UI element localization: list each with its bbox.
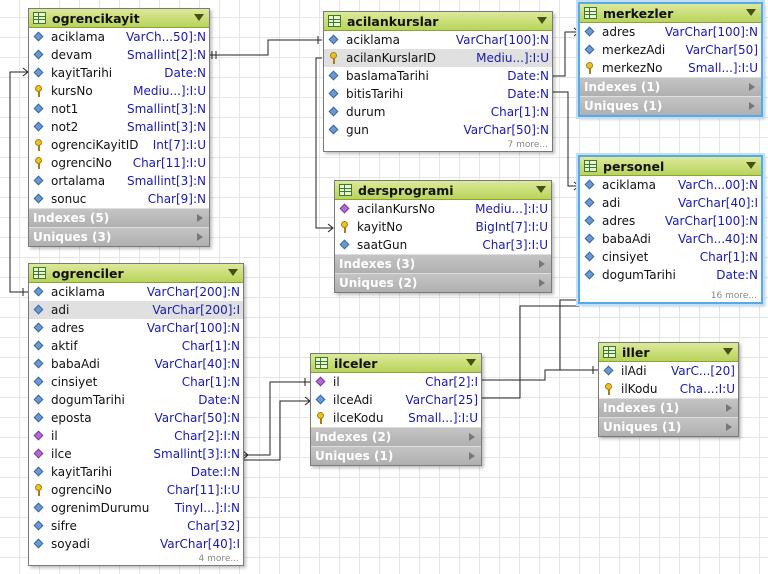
table-header[interactable] [324, 12, 552, 31]
chevron-right-icon [726, 404, 732, 412]
chevron-down-icon[interactable] [194, 14, 204, 21]
column-icon [33, 49, 45, 61]
column-type: Char[11]:I:U [132, 156, 206, 170]
column-type: Char[32] [187, 519, 240, 533]
column-row[interactable] [29, 355, 243, 373]
column-icon [584, 26, 596, 38]
column-type: VarChar[100]:N [664, 214, 758, 228]
table-header[interactable] [29, 264, 243, 283]
column-list [580, 23, 761, 77]
table-icon [603, 346, 616, 358]
foreign-key-icon [339, 203, 351, 215]
column-name: ogrenciKayitID [51, 138, 139, 152]
column-type: Small...]:I:U [688, 61, 758, 75]
column-icon [33, 121, 45, 133]
column-type: VarChar[200]:N [146, 285, 240, 299]
uniques-section[interactable] [599, 417, 738, 436]
table-merkezler[interactable] [578, 2, 763, 117]
uniques-section[interactable] [29, 227, 209, 246]
column-type: Date:N [507, 87, 549, 101]
column-type: Mediu...]:I:U [476, 51, 549, 65]
column-icon [33, 31, 45, 43]
column-icon [584, 251, 596, 263]
primary-key-icon [315, 412, 327, 424]
column-type: Char[2]:I [425, 375, 478, 389]
column-type: VarChar[50]:N [154, 411, 240, 425]
column-row[interactable] [580, 23, 761, 41]
column-name: ilAdi [621, 364, 647, 378]
column-row[interactable] [29, 28, 209, 46]
chevron-down-icon[interactable] [466, 359, 476, 366]
column-row[interactable] [324, 49, 552, 67]
column-row[interactable] [29, 463, 243, 481]
indexes-section[interactable] [311, 427, 481, 446]
column-name: kayitNo [357, 220, 403, 234]
column-row[interactable] [324, 103, 552, 121]
table-title: ogrenciler [52, 265, 124, 281]
column-name: ilceAdi [333, 393, 373, 407]
primary-key-icon [584, 62, 596, 74]
column-icon [584, 197, 596, 209]
indexes-label: Indexes (1) [603, 401, 680, 415]
foreign-key-icon [315, 376, 327, 388]
table-ogrenciler[interactable] [28, 263, 244, 566]
column-name: aciklama [51, 285, 105, 299]
column-type: VarC...[20] [670, 364, 735, 378]
column-row[interactable] [29, 499, 243, 517]
column-type: Date:N [507, 69, 549, 83]
column-row[interactable] [580, 248, 761, 266]
primary-key-icon [339, 221, 351, 233]
uniques-label: Uniques (3) [33, 230, 112, 244]
column-icon [33, 286, 45, 298]
column-icon [33, 466, 45, 478]
column-row[interactable] [29, 391, 243, 409]
table-header[interactable] [29, 9, 209, 28]
column-icon [33, 520, 45, 532]
column-row[interactable] [580, 41, 761, 59]
column-type: Mediu...]:I:U [475, 202, 548, 216]
table-header[interactable] [580, 4, 761, 23]
column-icon [328, 34, 340, 46]
table-iller[interactable] [598, 342, 739, 437]
primary-key-icon [33, 157, 45, 169]
column-name: adi [51, 303, 70, 317]
table-icon [584, 160, 597, 172]
column-type: Smallint[3]:I:N [153, 447, 240, 461]
indexes-label: Indexes (2) [315, 430, 392, 444]
column-icon [33, 322, 45, 334]
column-name: acilanKursNo [357, 202, 435, 216]
uniques-label: Uniques (1) [603, 420, 682, 434]
column-icon [33, 412, 45, 424]
column-row[interactable] [580, 59, 761, 77]
chevron-down-icon[interactable] [746, 162, 756, 169]
chevron-down-icon[interactable] [536, 186, 546, 193]
column-icon [33, 538, 45, 550]
column-list [311, 373, 481, 427]
column-type: VarChar[40]:N [154, 357, 240, 371]
column-name: il [51, 429, 58, 443]
table-ogrencikayit[interactable] [28, 8, 210, 247]
column-row[interactable] [29, 337, 243, 355]
column-name: eposta [51, 411, 92, 425]
indexes-section[interactable] [580, 77, 761, 96]
table-header[interactable] [311, 354, 481, 373]
column-name: ogrenciNo [51, 483, 112, 497]
column-icon [33, 358, 45, 370]
column-type: Date:I:N [190, 465, 240, 479]
table-personel[interactable] [578, 155, 763, 304]
table-header[interactable] [335, 181, 551, 200]
column-type: VarChar[200]:I [152, 303, 240, 317]
uniques-label: Uniques (1) [315, 449, 394, 463]
column-icon [328, 70, 340, 82]
column-type: Smallint[3]:N [127, 102, 206, 116]
primary-key-icon [33, 85, 45, 97]
column-row[interactable] [335, 200, 551, 218]
column-icon [33, 193, 45, 205]
chevron-right-icon [749, 102, 755, 110]
column-name: ogrenimDurumu [51, 501, 150, 515]
uniques-section[interactable] [335, 273, 551, 292]
column-row[interactable] [580, 266, 761, 284]
table-title: dersprogrami [358, 182, 454, 198]
column-name: merkezAdi [602, 43, 666, 57]
column-name: il [333, 375, 340, 389]
column-type: Char[1]:N [181, 375, 240, 389]
column-row[interactable] [29, 427, 243, 445]
column-icon [603, 365, 615, 377]
column-name: ogrenciNo [51, 156, 112, 170]
chevron-right-icon [539, 279, 545, 287]
column-row[interactable] [29, 118, 209, 136]
chevron-down-icon[interactable] [537, 17, 547, 24]
column-name: adres [51, 321, 85, 335]
column-row[interactable] [29, 154, 209, 172]
relation-ogrenciler-ilceler [243, 382, 310, 455]
primary-key-icon [328, 52, 340, 64]
table-title: merkezler [603, 5, 674, 21]
column-type: Mediu...]:I:U [133, 84, 206, 98]
column-icon [315, 394, 327, 406]
primary-key-icon [33, 139, 45, 151]
column-row[interactable] [29, 172, 209, 190]
column-type: VarCh...00]:N [678, 178, 758, 192]
column-name: sifre [51, 519, 77, 533]
column-type: VarChar[40]:I [159, 537, 240, 551]
column-row[interactable] [29, 301, 243, 319]
column-type: Char[11]:I:U [166, 483, 240, 497]
column-row[interactable] [29, 64, 209, 82]
column-name: gun [346, 123, 369, 137]
column-icon [584, 215, 596, 227]
column-icon [584, 179, 596, 191]
column-name: not1 [51, 102, 79, 116]
column-type: VarChar[50] [685, 43, 758, 57]
column-icon [33, 304, 45, 316]
relation-personel-iller [560, 300, 598, 370]
column-icon [33, 340, 45, 352]
column-row[interactable] [599, 380, 738, 398]
column-type: VarChar[100]:N [455, 33, 549, 47]
column-name: ilce [51, 447, 72, 461]
column-type: Char[1]:N [181, 339, 240, 353]
table-title: acilankurslar [347, 13, 439, 29]
relation-acilankurslar-personel [552, 92, 579, 186]
primary-key-icon [33, 484, 45, 496]
table-title: ogrencikayit [52, 10, 140, 26]
uniques-section[interactable] [580, 96, 761, 115]
relation-ilceler-iller [480, 370, 598, 380]
more-columns-link[interactable]: 7 more... [507, 140, 548, 150]
column-row[interactable] [324, 31, 552, 49]
column-type: Char[9]:N [147, 192, 206, 206]
column-icon [328, 88, 340, 100]
indexes-section[interactable] [335, 254, 551, 273]
column-name: aciklama [51, 30, 105, 44]
table-title: personel [603, 158, 665, 174]
column-type: Smallint[2]:N [127, 48, 206, 62]
table-acilankurslar[interactable] [323, 11, 553, 152]
column-name: acilanKurslarID [346, 51, 437, 65]
column-row[interactable] [29, 373, 243, 391]
column-name: cinsiyet [51, 375, 98, 389]
column-type: VarChar[100]:N [664, 25, 758, 39]
uniques-label: Uniques (1) [584, 99, 663, 113]
column-name: ilceKodu [333, 411, 384, 425]
column-row[interactable] [29, 136, 209, 154]
more-columns-link[interactable]: 4 more... [198, 554, 239, 564]
column-type: VarChar[25] [405, 393, 478, 407]
column-row[interactable] [29, 283, 243, 301]
column-icon [584, 269, 596, 281]
column-name: aciklama [346, 33, 400, 47]
column-list [580, 176, 761, 284]
column-type: Char[1]:N [699, 250, 758, 264]
column-name: babaAdi [51, 357, 100, 371]
column-name: ilKodu [621, 382, 658, 396]
indexes-section[interactable] [599, 398, 738, 417]
chevron-right-icon [749, 83, 755, 91]
indexes-label: Indexes (3) [339, 257, 416, 271]
chevron-right-icon [726, 423, 732, 431]
column-row[interactable] [311, 409, 481, 427]
column-type: Date:N [716, 268, 758, 282]
column-row[interactable] [599, 362, 738, 380]
column-type: Cha...:I:U [679, 382, 735, 396]
column-row[interactable] [580, 230, 761, 248]
uniques-label: Uniques (2) [339, 276, 418, 290]
column-icon [328, 106, 340, 118]
column-name: dogumTarihi [602, 268, 676, 282]
column-type: Int[7]:I:U [152, 138, 206, 152]
chevron-down-icon[interactable] [746, 9, 756, 16]
column-row[interactable] [324, 121, 552, 139]
table-title: iller [622, 344, 650, 360]
column-row[interactable] [580, 194, 761, 212]
column-list [324, 31, 552, 139]
column-type: VarCh...40]:N [678, 232, 758, 246]
column-row[interactable] [29, 409, 243, 427]
column-name: aktif [51, 339, 78, 353]
column-name: saatGun [357, 238, 408, 252]
column-type: Smallint[3]:N [127, 120, 206, 134]
column-icon [33, 103, 45, 115]
column-name: soyadi [51, 537, 90, 551]
uniques-section[interactable] [311, 446, 481, 465]
column-type: VarChar[100]:N [146, 321, 240, 335]
column-row[interactable] [311, 391, 481, 409]
column-type: BigInt[7]:I:U [475, 220, 548, 234]
column-list [29, 283, 243, 553]
column-name: adres [602, 25, 636, 39]
table-icon [33, 267, 46, 279]
column-row[interactable] [324, 85, 552, 103]
table-icon [339, 184, 352, 196]
table-ilceler[interactable] [310, 353, 482, 466]
column-type: Char[3]:I:U [482, 238, 548, 252]
chevron-right-icon [539, 260, 545, 268]
column-row[interactable] [29, 517, 243, 535]
table-dersprogrami[interactable] [334, 180, 552, 293]
relation-ogrenciler-iller [243, 401, 310, 460]
column-name: durum [346, 105, 386, 119]
chevron-right-icon [469, 433, 475, 441]
chevron-right-icon [197, 233, 203, 241]
column-name: merkezNo [602, 61, 663, 75]
column-list [599, 362, 738, 398]
column-list [335, 200, 551, 254]
indexes-label: Indexes (1) [584, 80, 661, 94]
column-row[interactable] [311, 373, 481, 391]
table-icon [328, 15, 341, 27]
column-name: devam [51, 48, 93, 62]
column-name: adi [602, 196, 621, 210]
relation-ogrencikayit-ogrenciler [10, 72, 28, 292]
column-icon [339, 239, 351, 251]
relation-ogrencikayit-acilankurslar [209, 40, 322, 55]
column-icon [33, 175, 45, 187]
table-title: ilceler [334, 355, 378, 371]
chevron-down-icon[interactable] [723, 348, 733, 355]
column-row[interactable] [29, 481, 243, 499]
more-columns-link[interactable]: 16 more... [710, 291, 757, 301]
table-header[interactable] [599, 343, 738, 362]
foreign-key-icon [33, 448, 45, 460]
column-icon [328, 124, 340, 136]
column-icon [584, 233, 596, 245]
column-list [29, 28, 209, 208]
column-row[interactable] [324, 67, 552, 85]
column-row[interactable] [29, 82, 209, 100]
column-type: Char[1]:N [490, 105, 549, 119]
table-icon [584, 7, 597, 19]
column-type: VarCh...50]:N [126, 30, 206, 44]
chevron-right-icon [469, 452, 475, 460]
foreign-key-icon [33, 430, 45, 442]
column-name: ortalama [51, 174, 106, 188]
column-icon [33, 502, 45, 514]
column-type: Smallint[3]:N [127, 174, 206, 188]
column-type: TinyI...]:I:N [174, 501, 240, 515]
column-row[interactable] [29, 190, 209, 208]
indexes-section[interactable] [29, 208, 209, 227]
chevron-down-icon[interactable] [228, 269, 238, 276]
column-type: Char[2]:I:N [174, 429, 240, 443]
column-icon [584, 44, 596, 56]
table-header[interactable] [580, 157, 761, 176]
column-row[interactable] [29, 445, 243, 463]
column-row[interactable] [580, 212, 761, 230]
chevron-right-icon [197, 214, 203, 222]
column-name: cinsiyet [602, 250, 649, 264]
column-icon [33, 376, 45, 388]
column-row[interactable] [335, 236, 551, 254]
primary-key-icon [603, 383, 615, 395]
column-name: kayitTarihi [51, 66, 113, 80]
column-name: not2 [51, 120, 79, 134]
column-row[interactable] [580, 176, 761, 194]
column-type: VarChar[40]:I [677, 196, 758, 210]
table-icon [315, 357, 328, 369]
column-name: babaAdi [602, 232, 651, 246]
column-name: bitisTarihi [346, 87, 404, 101]
column-row[interactable] [29, 319, 243, 337]
column-type: VarChar[50]:N [463, 123, 549, 137]
column-type: Small...]:I:U [408, 411, 478, 425]
column-row[interactable] [335, 218, 551, 236]
column-icon [33, 394, 45, 406]
relation-acilankurslar-merkezler [552, 32, 579, 76]
column-row[interactable] [29, 100, 209, 118]
indexes-label: Indexes (5) [33, 211, 110, 225]
column-type: Date:N [164, 66, 206, 80]
column-name: baslamaTarihi [346, 69, 429, 83]
column-name: kayitTarihi [51, 465, 113, 479]
column-row[interactable] [29, 46, 209, 64]
table-icon [33, 12, 46, 24]
column-name: kursNo [51, 84, 93, 98]
column-row[interactable] [29, 535, 243, 553]
column-type: Date:N [198, 393, 240, 407]
column-name: adres [602, 214, 636, 228]
column-name: sonuc [51, 192, 87, 206]
column-icon [33, 67, 45, 79]
column-name: aciklama [602, 178, 656, 192]
column-name: dogumTarihi [51, 393, 125, 407]
